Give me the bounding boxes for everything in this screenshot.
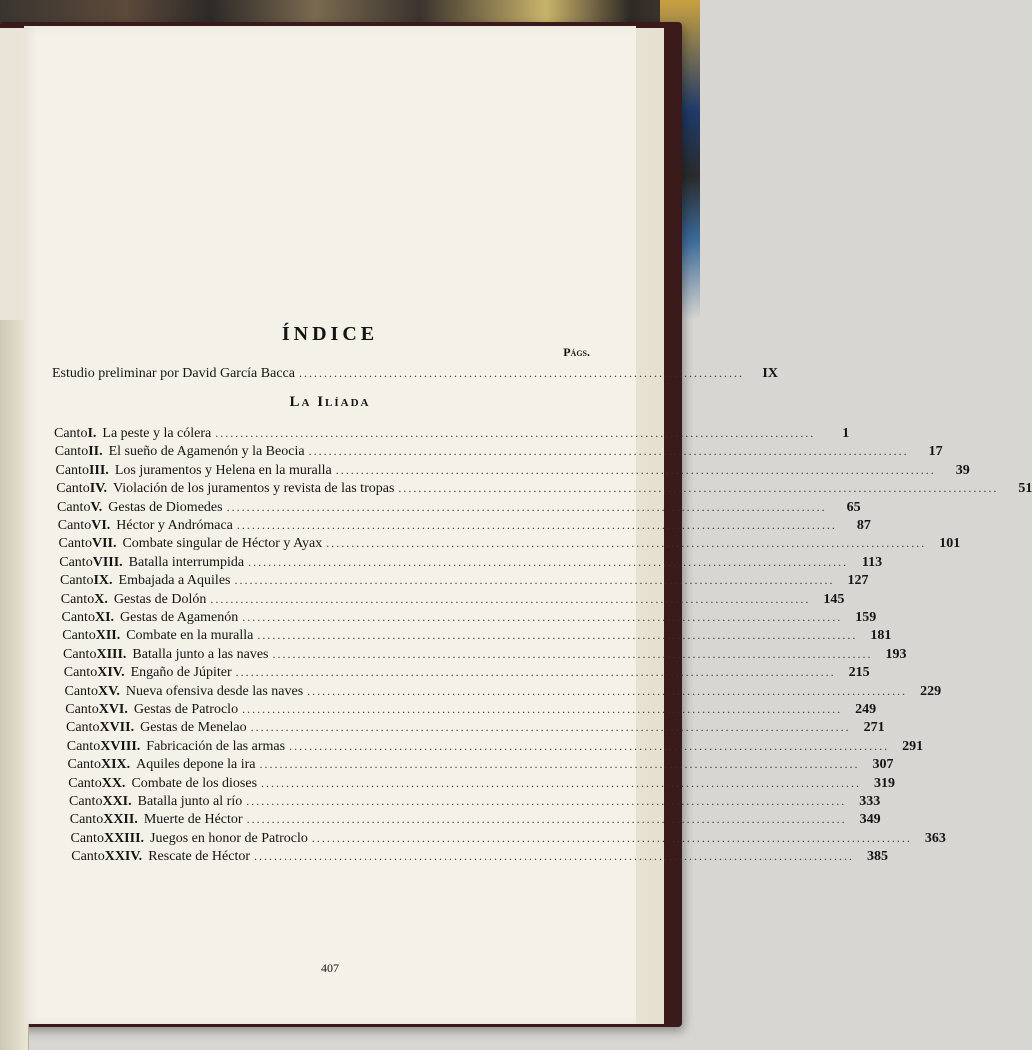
- canto-page: 159: [855, 610, 877, 625]
- preliminary-entry: [52, 364, 778, 383]
- toc-entry: [62, 626, 892, 645]
- canto-number: XVIII.: [100, 738, 141, 754]
- canto-page: 127: [847, 573, 869, 589]
- dot-leader: ........................................................................................................................: [335, 462, 936, 477]
- canto-label: Canto: [57, 499, 91, 515]
- canto-number: IV.: [89, 481, 107, 497]
- toc-entry: [56, 479, 1032, 498]
- canto-label: Canto: [60, 591, 95, 607]
- canto-number: XXI.: [102, 794, 132, 809]
- canto-page: 249: [855, 702, 877, 717]
- canto-label: Canto: [56, 481, 90, 497]
- canto-label: Canto: [57, 518, 92, 533]
- canto-page: 363: [924, 830, 946, 846]
- toc-entry: [69, 792, 881, 811]
- canto-number: VI.: [91, 518, 111, 533]
- dot-leader: ........................................................................................................................: [235, 665, 836, 680]
- preliminary-page: IX: [762, 366, 778, 381]
- canto-label: Canto: [54, 426, 88, 441]
- canto-page: 39: [955, 462, 970, 478]
- toc-entry: [61, 608, 877, 627]
- canto-title: Batalla junto a las naves: [132, 646, 269, 662]
- canto-title: Combate singular de Héctor y Ayax: [122, 536, 323, 552]
- canto-page: 65: [846, 499, 861, 515]
- section-title: La Ilíada: [289, 394, 371, 410]
- canto-title: Nueva ofensiva desde las naves: [125, 683, 304, 699]
- dot-leader: ........................................................................................................................: [308, 444, 909, 459]
- toc-entry: [67, 755, 894, 774]
- pages-column-label: Págs.: [563, 345, 590, 359]
- canto-number: V.: [90, 499, 103, 515]
- dot-leader: ........................................................................................................................: [210, 591, 811, 606]
- canto-title: Rescate de Héctor: [148, 849, 251, 865]
- canto-label: Canto: [64, 683, 98, 699]
- toc-entry: [59, 553, 883, 572]
- dot-leader: ........................................................................................................................: [272, 646, 873, 661]
- canto-number: X.: [94, 591, 108, 607]
- book-page: [24, 26, 1032, 1024]
- canto-label: Canto: [65, 702, 99, 717]
- dot-leader: ........................................................................................................................: [259, 757, 860, 772]
- canto-title: Gestas de Dolón: [113, 591, 207, 607]
- canto-title: Aquiles depone la ira: [136, 757, 256, 773]
- canto-title: La peste y la cólera: [102, 426, 212, 441]
- canto-title: Gestas de Patroclo: [133, 702, 239, 717]
- dot-leader: ........................................................................................................................: [242, 702, 843, 716]
- canto-number: XI.: [94, 610, 115, 625]
- toc-entry: [66, 718, 885, 737]
- canto-title: Violación de los juramentos y revista de las tropas: [112, 481, 395, 497]
- toc-entry: [63, 663, 870, 682]
- toc-entry: [58, 534, 961, 553]
- index-title: ÍNDICE: [281, 323, 379, 345]
- canto-page: 17: [928, 444, 943, 460]
- dot-leader: ........................................................................................................................: [398, 481, 999, 496]
- canto-number: II.: [88, 444, 103, 460]
- canto-label: Canto: [66, 738, 101, 754]
- canto-title: El sueño de Agamenón y la Beocia: [108, 444, 305, 460]
- canto-page: 87: [856, 518, 871, 533]
- canto-label: Canto: [70, 830, 104, 846]
- canto-number: XIII.: [96, 646, 127, 662]
- canto-page: 193: [885, 646, 907, 662]
- canto-title: Héctor y Andrómaca: [116, 518, 233, 533]
- canto-label: Canto: [69, 812, 104, 828]
- canto-title: Batalla junto al río: [137, 794, 243, 809]
- toc-entry: [57, 498, 861, 517]
- canto-title: Fabricación de las armas: [146, 738, 286, 754]
- dot-leader: ........................................................................................................................: [246, 794, 847, 808]
- toc-entry: [65, 700, 877, 719]
- canto-number: XXIV.: [104, 849, 143, 865]
- dot-leader: ........................................................................................................................: [215, 426, 816, 440]
- canto-number: XIV.: [97, 665, 125, 681]
- canto-label: Canto: [63, 665, 98, 681]
- canto-page: 349: [859, 812, 881, 828]
- canto-number: XVII.: [99, 720, 135, 736]
- toc-entry: [70, 829, 946, 848]
- canto-page: 229: [920, 683, 942, 699]
- dot-leader: ........................................................................................................................: [261, 775, 862, 790]
- canto-page: 385: [867, 849, 889, 865]
- canto-label: Canto: [69, 794, 103, 809]
- canto-number: III.: [88, 462, 109, 478]
- canto-label: Canto: [62, 628, 96, 644]
- canto-number: VIII.: [92, 554, 123, 570]
- canto-title: Gestas de Diomedes: [108, 499, 223, 515]
- canto-title: Gestas de Menelao: [140, 720, 247, 736]
- canto-page: 333: [859, 794, 881, 809]
- canto-title: Engaño de Júpiter: [130, 665, 232, 681]
- canto-label: Canto: [60, 573, 94, 589]
- toc-entry: [64, 682, 942, 701]
- canto-number: XII.: [95, 628, 121, 644]
- canto-label: Canto: [58, 536, 92, 552]
- toc-entry: [69, 810, 881, 829]
- canto-label: Canto: [66, 720, 100, 736]
- page-number: 407: [321, 961, 339, 975]
- dot-leader: ........................................................................................................................: [289, 738, 890, 753]
- dot-leader: ........................................................................................................................: [248, 554, 849, 569]
- dot-leader: ........................................................................................................................: [326, 536, 927, 551]
- canto-title: Gestas de Agamenón: [120, 610, 239, 625]
- canto-label: Canto: [55, 462, 89, 478]
- dot-leader: ........................................................................................................................: [257, 628, 858, 643]
- dot-leader: ........................................................................................................................: [311, 830, 912, 845]
- canto-number: XV.: [97, 683, 120, 699]
- canto-number: XIX.: [100, 757, 131, 773]
- toc-entry: [68, 774, 896, 793]
- dot-leader: ........................................................................................................................: [236, 518, 837, 532]
- canto-title: Juegos en honor de Patroclo: [150, 830, 308, 846]
- dot-leader: ........................................................................................................................: [242, 610, 843, 624]
- canto-page: 51: [1018, 481, 1032, 497]
- canto-page: 307: [872, 757, 894, 773]
- preliminary-label: Estudio preliminar por David García Bacca: [52, 366, 295, 381]
- toc-entry: [60, 571, 869, 590]
- canto-number: VII.: [91, 536, 117, 552]
- dot-leader: .........................................................................................: [298, 366, 744, 380]
- canto-page: 291: [902, 738, 924, 754]
- canto-page: 319: [874, 775, 896, 791]
- canto-label: Canto: [71, 849, 105, 865]
- canto-label: Canto: [63, 646, 97, 662]
- canto-number: I.: [87, 426, 97, 441]
- toc-entry: [66, 737, 924, 756]
- canto-number: XX.: [101, 775, 126, 791]
- canto-number: IX.: [93, 573, 113, 589]
- dot-leader: ........................................................................................................................: [250, 720, 851, 735]
- canto-page: 181: [870, 628, 892, 644]
- canto-page: 271: [863, 720, 885, 736]
- canto-title: Combate en la muralla: [126, 628, 254, 644]
- dot-leader: ........................................................................................................................: [254, 849, 855, 864]
- dot-leader: ........................................................................................................................: [246, 812, 847, 827]
- canto-page: 113: [861, 554, 883, 570]
- canto-title: Combate de los dioses: [131, 775, 258, 791]
- canto-label: Canto: [67, 757, 101, 773]
- canto-page: 145: [823, 591, 845, 607]
- toc-entry: [54, 424, 850, 443]
- canto-page: 1: [842, 426, 850, 441]
- canto-page: 215: [848, 665, 870, 681]
- dot-leader: ........................................................................................................................: [307, 683, 908, 698]
- canto-title: Batalla interrumpida: [128, 554, 245, 570]
- canto-page: 101: [939, 536, 961, 552]
- canto-label: Canto: [59, 554, 93, 570]
- canto-title: Muerte de Héctor: [143, 812, 243, 828]
- toc-entry: [55, 461, 970, 480]
- dot-leader: ........................................................................................................................: [226, 499, 827, 514]
- toc-entry: [60, 590, 845, 609]
- canto-title: Los juramentos y Helena en la muralla: [114, 462, 332, 478]
- toc-entry: [54, 442, 943, 461]
- canto-number: XXIII.: [103, 830, 145, 846]
- toc-entry: [63, 645, 907, 664]
- canto-number: XXII.: [103, 812, 138, 828]
- canto-label: Canto: [54, 444, 89, 460]
- canto-label: Canto: [61, 610, 95, 625]
- canto-number: XVI.: [98, 702, 128, 717]
- toc-entry: [57, 516, 871, 535]
- dot-leader: ........................................................................................................................: [234, 573, 835, 588]
- canto-title: Embajada a Aquiles: [118, 573, 231, 589]
- canto-label: Canto: [68, 775, 102, 791]
- toc-entry: [71, 847, 889, 866]
